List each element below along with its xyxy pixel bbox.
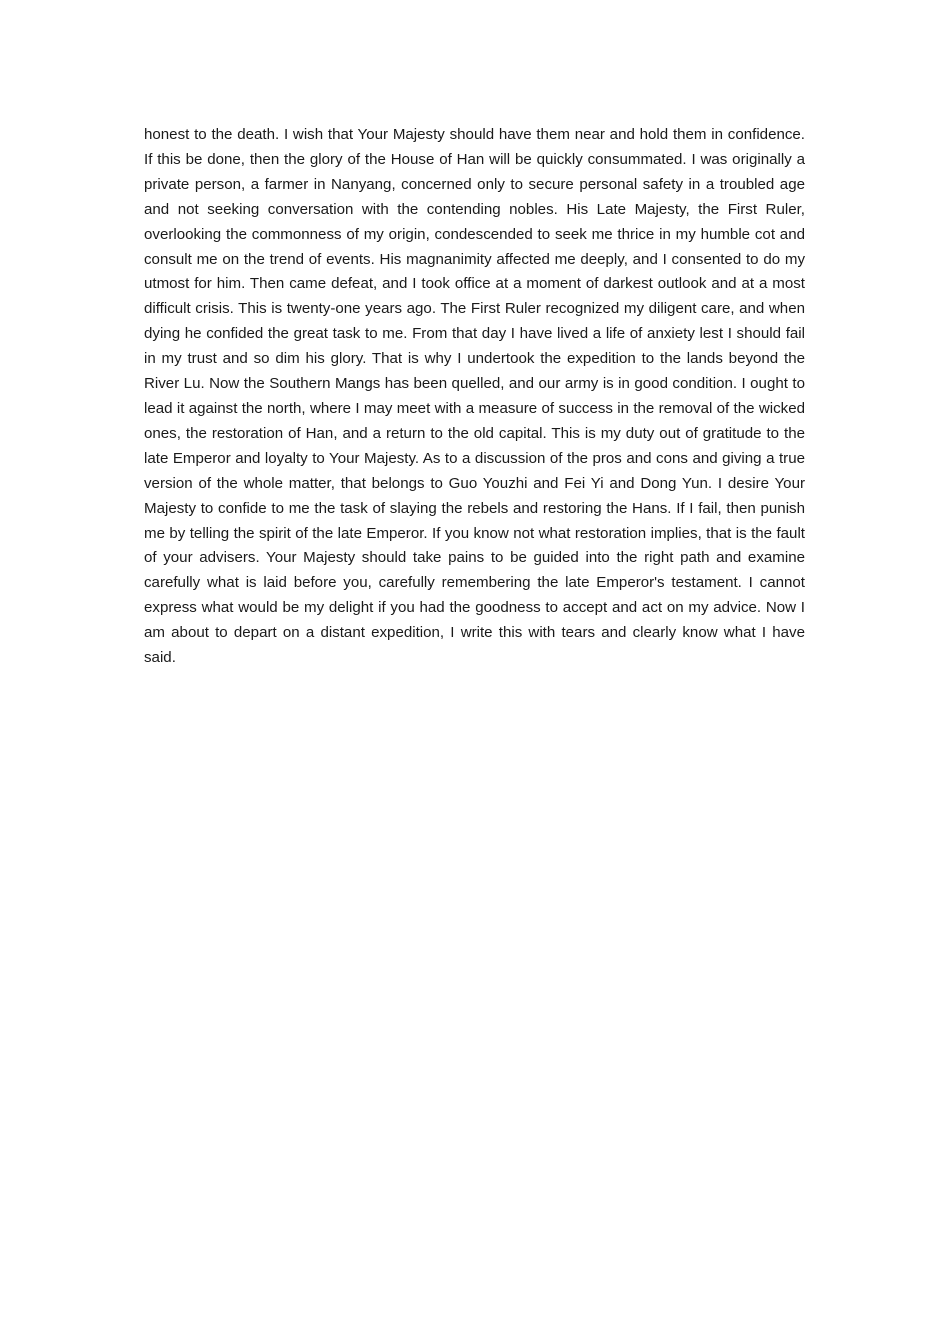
body-paragraph: honest to the death. I wish that Your Majesty should have them near and hold them in confidence. If this be done, then the glory of the House of Han will be quickly consummated. I was originally a private person, a farmer in Nanyang, concerned only to secure personal safety in a troubled age and not seeking conversation with the contending nobles. His Late Majesty, the First Ruler, overlooking the commonness of my origin, condescended to seek me thrice in my humble cot and consult me on the trend of events. His magnanimity affected me deeply, and I consented to do my utmost for him. Then came defeat, and I took office at a moment of darkest outlook and at a most difficult crisis. This is twenty-one years ago. The First Ruler recognized my diligent care, and when dying he confided the great task to me. From that day I have lived a life of anxiety lest I should fail in my trust and so dim his glory. That is why I undertook the expedition to the lands beyond the River Lu. Now the Southern Mangs has been quelled, and our army is in good condition. I ought to lead it against the north, where I may meet with a measure of success in the removal of the wicked ones, the restoration of Han, and a return to the old capital. This is my duty out of gratitude to the late Emperor and loyalty to Your Majesty. As to a discussion of the pros and cons and giving a true version of the whole matter, that belongs to Guo Youzhi and Fei Yi and Dong Yun. I desire Your Majesty to confide to me the task of slaying the rebels and restoring the Hans. If I fail, then punish me by telling the spirit of the late Emperor. If you know not what restoration implies, that is the fault of your advisers. Your Majesty should take pains to be guided into the right path and examine carefully what is laid before you, carefully remembering the late Emperor's testament. I cannot express what would be my delight if you had the goodness to accept and act on my advice. Now I am about to depart on a distant expedition, I write this with tears and clearly know what I have said. <box>144 126 805 667</box>
